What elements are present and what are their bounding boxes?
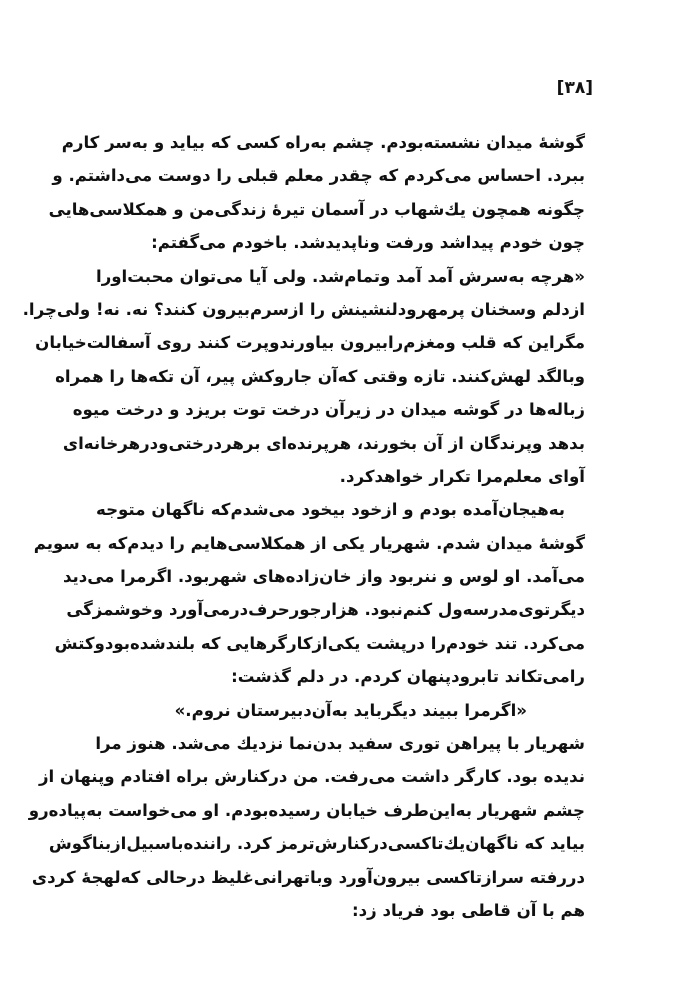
text-line: می‌آمد. او لوس و ننربود واز خان‌زاده‌های شهربود. اگرمرا می‌دید <box>62 567 585 587</box>
quote-line: «اگرمرا ببیند دیگرباید به‌آن‌دبیرستان نروم.» <box>174 700 527 720</box>
text-line: مگراین که قلب ومغزم‌رابیرون بیاورندوپرت کنند روی آسفالت‌خیابان <box>35 333 585 353</box>
text-line: وبالگد لهش‌کنند. تازه وقتی که‌آن جاروکش پیر، آن تکه‌ها را همراه <box>55 366 585 386</box>
page-number: [۳۸] <box>556 78 593 98</box>
text-line: چون خودم پیداشد ورفت وناپدیدشد. باخودم می‌گفتم: <box>151 233 585 253</box>
text-line: چشم شهریار به‌این‌طرف خیابان رسیده‌بودم. او می‌خواست به‌پیاده‌رو <box>28 800 585 820</box>
text-line: ازدلم وسخنان پرمهرودلنشینش را ازسرم‌بیرون کنند؟ نه. نه! ولی‌چرا. <box>22 299 585 319</box>
text-line: بدهد وپرندگان از آن بخورند، هرپرنده‌ای برهردرختی‌ودرهرخانه‌ای <box>62 433 585 453</box>
text-line: ندیده بود. کارگر داشت می‌رفت. من درکنارش براه افتادم وپنهان از <box>38 767 585 787</box>
text-line: ببرد. احساس می‌کردم که چقدر معلم قبلی را دوست می‌داشتم. و <box>52 166 585 186</box>
text-line: بیاید که ناگهان‌یك‌تاکسی‌درکنارش‌ترمز کرد. راننده‌باسبیل‌ازبناگوش <box>48 834 585 854</box>
text-line: شهریار با پیراهن توری سفید بدن‌نما نزدیك می‌شد. هنوز مرا <box>95 734 585 754</box>
text-line: زباله‌ها در گوشه میدان در زیرآن درخت توت بریزد و درخت میوه <box>72 400 585 420</box>
text-line: دیگرتوی‌مدرسه‌ول کنم‌نبود. هزارجورحرف‌درمی‌آورد وخوشمزگی <box>66 600 585 620</box>
text-line: گوشهٔ میدان شدم. شهریار یکی از همکلاسی‌هایم را دیدم‌که به سویم <box>33 533 585 553</box>
text-line: رامی‌تکاند تابرودپنهان کردم. در دلم گذشت: <box>231 667 585 687</box>
body-text <box>22 126 585 927</box>
text-line: آوای معلم‌مرا تکرار خواهدکرد. <box>339 466 585 486</box>
text-line: هم با آن قاطی بود فریاد زد: <box>351 900 585 920</box>
text-line: چگونه همچون یك‌شهاب در آسمان تیرهٔ زندگی‌من و همکلاسی‌هایی <box>48 199 585 219</box>
text-line: گوشهٔ میدان نشسته‌بودم. چشم به‌راه کسی که بیاید و به‌سر کارم <box>61 133 585 152</box>
text-line: دررفته سرازتاکسی بیرون‌آورد وباتهرانی‌غلیظ درحالی که‌لهجهٔ کردی <box>31 867 585 887</box>
text-line: به‌هیجان‌آمده بودم و ازخود بیخود می‌شدم‌که ناگهان متوجه <box>96 500 565 520</box>
text-line: «هرچه به‌سرش آمد آمد وتمام‌شد. ولی آیا می‌توان محبت‌اورا <box>96 266 585 286</box>
text-line: می‌کرد. تند خودم‌را درپشت یکی‌ازکارگرهایی که بلندشده‌بودوکتش <box>54 633 585 653</box>
